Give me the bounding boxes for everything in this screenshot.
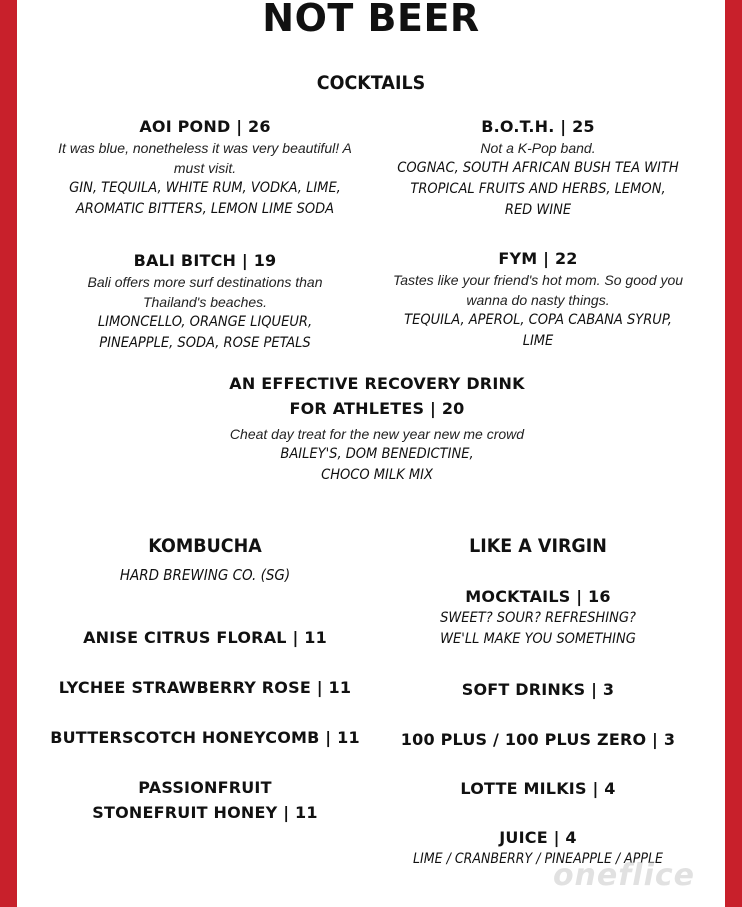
- cocktail-ingredients-line: RED WINE: [504, 202, 572, 218]
- cocktail-ingredients-line: LIME: [522, 333, 554, 349]
- mocktails-desc-line: WE'LL MAKE YOU SOMETHING: [440, 631, 636, 647]
- cocktail-desc-line: Bali offers more surf destinations than: [87, 274, 323, 290]
- kombucha-item: ANISE CITRUS FLORAL | 11: [83, 628, 327, 647]
- watermark-logo: oneflice: [552, 858, 695, 893]
- cocktail-desc-line: Tastes like your friend's hot mom. So good you: [392, 272, 684, 288]
- juice-flavours: LIME / CRANBERRY / PINEAPPLE / APPLE: [413, 851, 663, 867]
- mocktails-name: MOCKTAILS | 16: [465, 587, 611, 606]
- cocktail-desc-line: Cheat day treat for the new year new me crowd: [229, 426, 525, 442]
- kombucha-item: LYCHEE STRAWBERRY ROSE | 11: [58, 678, 352, 697]
- cocktail-ingredients-line: CHOCO MILK MIX: [321, 467, 433, 483]
- kombucha-heading: KOMBUCHA: [148, 535, 262, 557]
- juice-name: JUICE | 4: [499, 828, 577, 847]
- kombucha-item-line: PASSIONFRUIT: [138, 778, 272, 797]
- cocktail-ingredients-line: COGNAC, SOUTH AFRICAN BUSH TEA WITH: [397, 160, 679, 176]
- cocktail-recovery-drink: [157, 371, 597, 486]
- cocktail-name-line: AN EFFECTIVE RECOVERY DRINK: [229, 374, 525, 393]
- menu-title: NOT BEER: [262, 0, 480, 40]
- cocktail-name: AOI POND | 26: [139, 117, 271, 136]
- cocktail-desc-line: Not a K-Pop band.: [480, 140, 596, 156]
- cocktail-ingredients-line: LIMONCELLO, ORANGE LIQUEUR,: [97, 314, 313, 330]
- cocktail-ingredients-line: GIN, TEQUILA, WHITE RUM, VODKA, LIME,: [69, 180, 341, 196]
- cocktail-desc-line: Thailand's beaches.: [142, 294, 268, 310]
- cocktail-desc-line: It was blue, nonetheless it was very beautiful! A: [58, 140, 352, 156]
- cocktail-ingredients-line: TROPICAL FRUITS AND HERBS, LEMON,: [410, 181, 666, 197]
- mocktails-desc-line: SWEET? SOUR? REFRESHING?: [440, 610, 636, 626]
- cocktail-name: FYM | 22: [498, 249, 578, 268]
- kombucha-item: [35, 775, 375, 825]
- lotte-milkis-item: LOTTE MILKIS | 4: [460, 779, 616, 798]
- cocktail-desc-line: wanna do nasty things.: [466, 292, 610, 308]
- cocktail-name-line: FOR ATHLETES | 20: [289, 399, 465, 418]
- cocktail-ingredients-line: AROMATIC BITTERS, LEMON LIME SODA: [75, 201, 335, 217]
- kombucha-item: BUTTERSCOTCH HONEYCOMB | 11: [50, 728, 360, 747]
- cocktail-ingredients-line: TEQUILA, APEROL, COPA CABANA SYRUP,: [404, 312, 672, 328]
- cocktail-both: [373, 116, 703, 221]
- mocktails-item: [373, 586, 703, 650]
- cocktail-fym: [373, 248, 703, 352]
- cocktail-name: B.O.T.H. | 25: [481, 117, 595, 136]
- cocktails-heading: COCKTAILS: [316, 72, 426, 94]
- cocktail-name: BALI BITCH | 19: [133, 251, 277, 270]
- cocktail-desc-line: must visit.: [173, 160, 237, 176]
- hundred-plus-item: 100 PLUS / 100 PLUS ZERO | 3: [400, 730, 676, 749]
- virgin-heading: LIKE A VIRGIN: [469, 535, 607, 557]
- soft-drinks-item: SOFT DRINKS | 3: [461, 680, 615, 699]
- cocktail-aoi-pond: [35, 116, 375, 220]
- kombucha-item-line: STONEFRUIT HONEY | 11: [92, 803, 318, 822]
- cocktail-bali-bitch: [35, 250, 375, 354]
- cocktail-ingredients-line: PINEAPPLE, SODA, ROSE PETALS: [99, 335, 311, 351]
- kombucha-brewer: HARD BREWING CO. (SG): [119, 566, 291, 584]
- menu-page: [17, 0, 725, 907]
- cocktail-ingredients-line: BAILEY'S, DOM BENEDICTINE,: [280, 446, 474, 462]
